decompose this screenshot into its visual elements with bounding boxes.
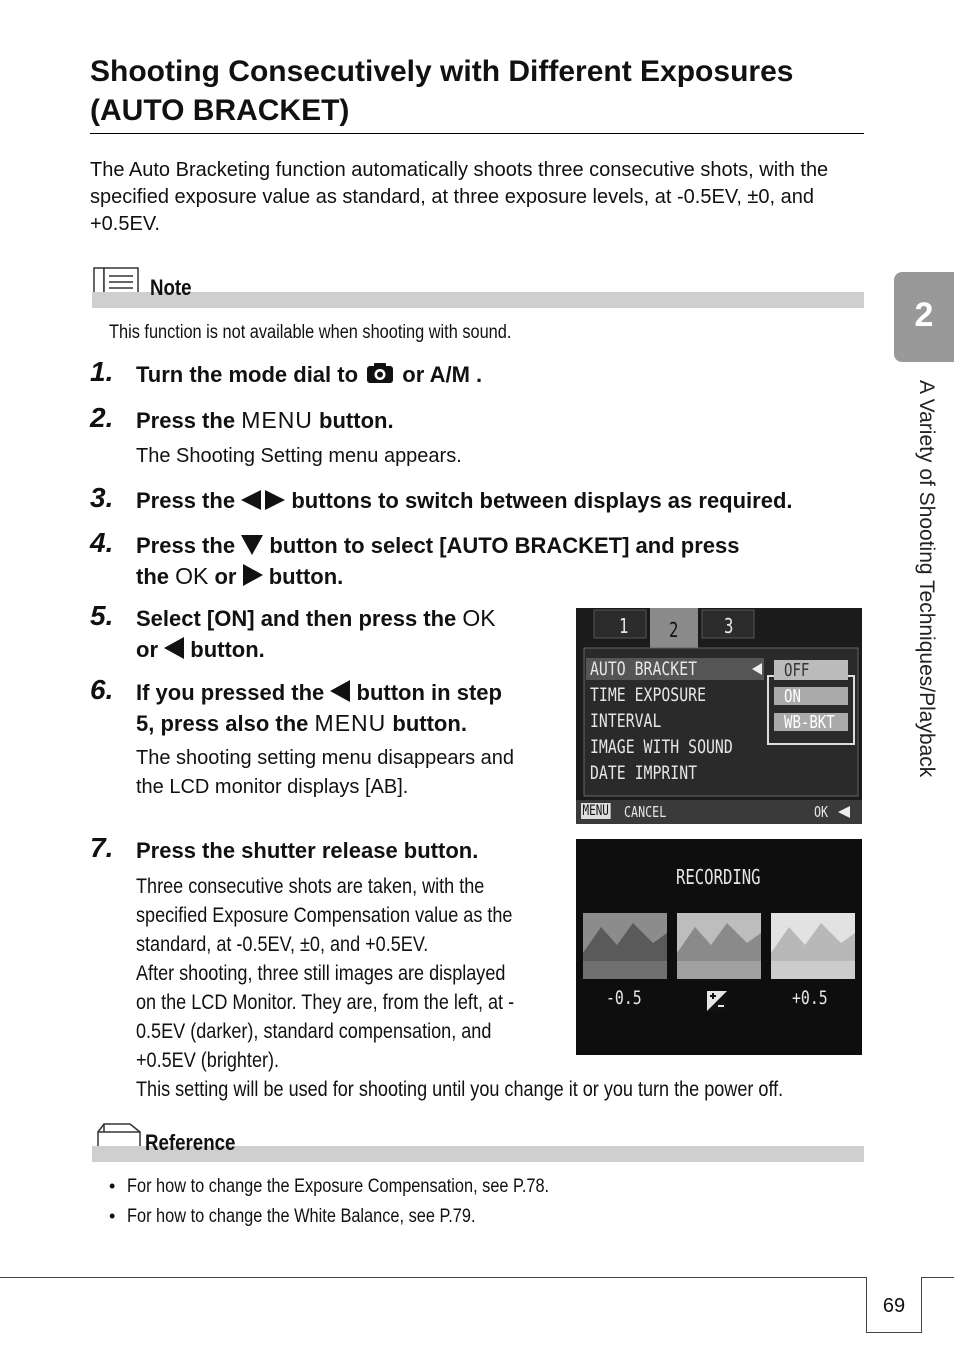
exposure-compensation-icon <box>707 991 727 1011</box>
step-heading <box>136 405 394 436</box>
menu-key-label: MENU <box>582 803 609 819</box>
step-body-line: specified Exposure Compensation value as the <box>136 904 513 927</box>
step-text: button. <box>392 711 467 736</box>
chapter-title-vertical <box>906 380 946 880</box>
step-text: the <box>136 564 169 589</box>
step-number: 4. <box>90 527 114 558</box>
step-text: Select [ON] and then press the <box>136 606 457 631</box>
menu-tab-2: 2 <box>669 618 679 642</box>
step-text: Turn the mode dial to <box>136 362 359 387</box>
right-arrow-icon <box>243 564 263 586</box>
menu-button-word: MENU <box>314 710 387 736</box>
step-heading: Press the shutter release button. <box>136 838 479 863</box>
reference-item-text: For how to change the White Balance, see P.79. <box>127 1206 476 1227</box>
menu-item: DATE IMPRINT <box>590 762 698 784</box>
step-body-line: Three consecutive shots are taken, with the <box>136 875 485 898</box>
reference-item-text: For how to change the Exposure Compensation, see P.78. <box>127 1176 550 1197</box>
menu-tab-1: 1 <box>619 614 629 638</box>
step-heading <box>136 359 482 390</box>
step-body-line: on the LCD Monitor. They are, from the left, at - <box>136 991 515 1014</box>
thumbnail-darker <box>583 913 667 979</box>
step-number: 1. <box>90 356 114 387</box>
step-text: buttons to switch between displays as required. <box>291 488 793 513</box>
step-body-line: 0.5EV (darker), standard compensation, and <box>136 1020 492 1043</box>
page-number: 69 <box>882 1295 906 1317</box>
step-body: The shooting setting menu disappears and <box>136 747 515 769</box>
page-title: Shooting Consecutively with Different Exposures (AUTO BRACKET) <box>90 55 794 127</box>
left-arrow-icon <box>330 680 350 702</box>
left-arrow-icon <box>164 637 184 659</box>
step-body-line: This setting will be used for shooting until you change it or you turn the power off. <box>136 1078 784 1101</box>
thumbnail-standard <box>677 913 761 979</box>
step-body-line: +0.5EV (brighter). <box>136 1049 280 1072</box>
step-text: Press the <box>136 408 236 433</box>
step-text: If you pressed the <box>136 680 325 705</box>
step-text: or <box>214 564 237 589</box>
exposure-label: -0.5 <box>606 987 642 1009</box>
note-text: This function is not available when shooting with sound. <box>109 322 512 343</box>
down-arrow-icon <box>241 535 263 555</box>
step-body: The Shooting Setting menu appears. <box>136 445 462 467</box>
menu-option: ON <box>784 686 801 707</box>
chapter-title-text: A Variety of Shooting Techniques/Playback <box>915 380 938 778</box>
step-number: 3. <box>90 482 114 513</box>
menu-tab-3: 3 <box>724 614 734 638</box>
menu-screen-figure <box>576 608 862 824</box>
menu-footer-ok: OK <box>814 803 829 821</box>
recording-screen-figure <box>576 839 862 1055</box>
menu-item: TIME EXPOSURE <box>590 684 707 706</box>
step-heading <box>136 530 856 592</box>
note-label: Note <box>150 275 192 300</box>
page-number-box <box>866 1277 922 1333</box>
step-text: button. <box>319 408 394 433</box>
menu-item: AUTO BRACKET <box>590 658 698 680</box>
ok-button-word: OK <box>175 563 209 589</box>
thumbnail-brighter <box>771 913 855 979</box>
exposure-label: +0.5 <box>792 987 828 1009</box>
step-heading <box>136 603 566 665</box>
step-text: Press the <box>136 533 236 558</box>
step-heading <box>136 485 793 516</box>
step-number: 2. <box>90 402 114 433</box>
step-text: Press the <box>136 488 236 513</box>
camera-mode-icon <box>366 362 394 384</box>
recording-title: RECORDING <box>676 865 761 889</box>
step-number: 7. <box>90 832 114 863</box>
menu-option: WB-BKT <box>784 712 835 733</box>
left-right-arrows-icon <box>241 490 285 510</box>
chapter-number: 2 <box>914 296 934 334</box>
menu-option: OFF <box>784 660 810 681</box>
step-body: the LCD monitor displays [AB]. <box>136 776 409 798</box>
step-text: or A/M . <box>402 362 483 387</box>
menu-item: IMAGE WITH SOUND <box>590 736 733 758</box>
chapter-tab <box>894 272 954 362</box>
step-number: 5. <box>90 600 114 631</box>
step-text: button to select [AUTO BRACKET] and press <box>269 533 740 558</box>
step-text: button. <box>268 564 344 589</box>
step-text: button in step <box>356 680 502 705</box>
intro-paragraph: The Auto Bracketing function automatically shoots three consecutive shots, with the specified exposure value as standard, at three exposure levels, at -0.5EV, ±0, and +0.5EV. <box>90 159 829 235</box>
step-body-line: After shooting, three still images are displayed <box>136 962 506 985</box>
step-text: 5, press also the <box>136 711 309 736</box>
footer-divider <box>0 1277 954 1278</box>
ok-button-word: OK <box>462 605 496 631</box>
step-number: 6. <box>90 674 114 705</box>
step-text: or <box>136 637 158 662</box>
title-divider <box>90 133 864 134</box>
menu-button-word: MENU <box>241 407 313 433</box>
note-header-bar <box>92 292 864 308</box>
menu-item: INTERVAL <box>590 710 662 732</box>
step-text: button. <box>190 637 265 662</box>
menu-footer-cancel: CANCEL <box>624 803 667 821</box>
step-heading <box>136 677 566 739</box>
step-body-line: standard, at -0.5EV, ±0, and +0.5EV. <box>136 933 429 956</box>
reference-label: Reference <box>145 1130 236 1155</box>
